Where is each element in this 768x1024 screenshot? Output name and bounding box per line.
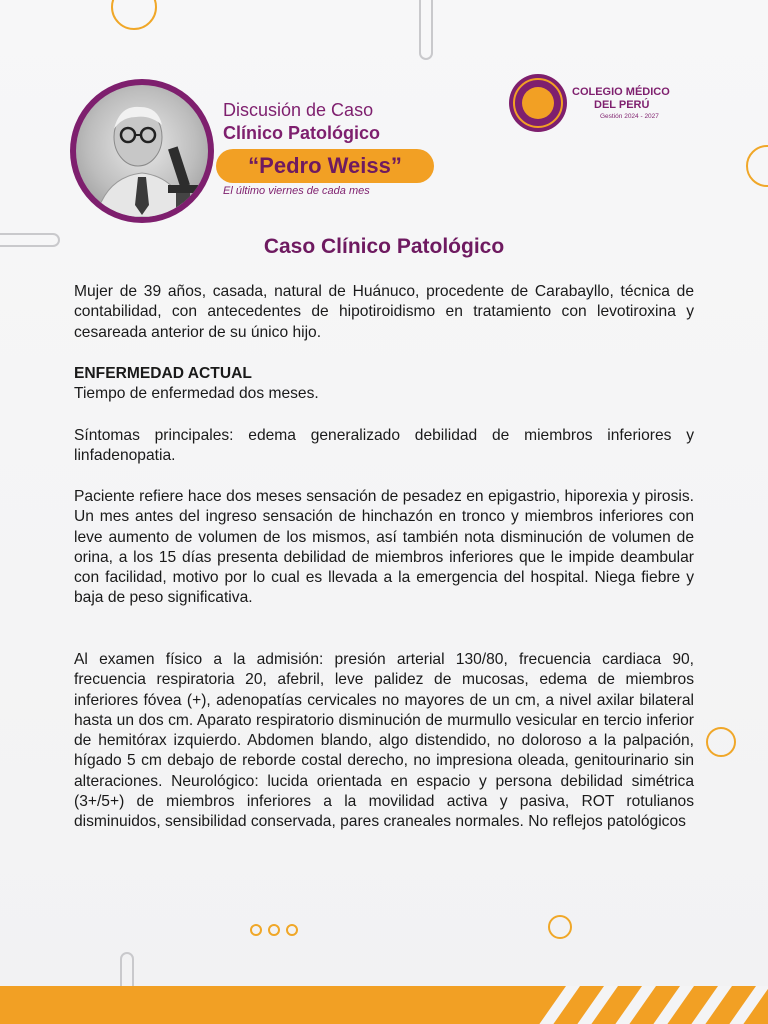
logo-subtitle: Gestión 2024 - 2027 xyxy=(600,113,659,120)
physical-exam: Al examen físico a la admisión: presión arterial 130/80, frecuencia cardiaca 90, frecuencia respiratoria 20, afebril, leve palidez de mucosas, edema de miembros inferiores fóvea (+), adenopatías cervicales no mayores de un cm, a nivel axilar bilateral hasta un dos cm. Aparato respiratorio disminución de murmullo vesicular en tercio inferior de hemitórax izquierdo. Abdomen blando, algo distendido, no doloroso a la palpación, hígado 5 cm debajo de reborde costal derecho, no impresiona oleada, genitourinario sin alteraciones. Neurológico: lucida orientada en espacio y persona debilidad simétrica (3+/5+) de miembros inferiores a la movilidad activa y pasiva, ROT rotulianos disminuidos, sensibilidad conservada, pares craneales normales. No reflejos patológicos xyxy=(74,651,694,831)
seal-core xyxy=(522,87,554,119)
illness-history: Paciente refiere hace dos meses sensación de pesadez en epigastrio, hiporexia y pirosis. Un mes antes del ingreso sensación de hinchazón en tronco y miembros inferiores con leve aumento de volumen de los mismos, así también nota disminución de volumen de orina, a los 15 días presenta debilidad de miembros inferiores que le impide deambular con facilidad, motivo por lo cual es llevada a la emergencia del hospital. Niega fiebre y baja de peso significativa. xyxy=(74,488,694,607)
section-heading: ENFERMEDAD ACTUAL xyxy=(74,365,252,382)
decor-circle-top xyxy=(111,0,157,30)
main-symptoms: Síntomas principales: edema generalizado debilidad de miembros inferiores y linfadenopatia. xyxy=(74,427,694,465)
doctor-portrait xyxy=(70,79,214,223)
decor-circle-mid-right xyxy=(706,727,736,757)
logo-title-line2: DEL PERÚ xyxy=(594,99,650,111)
time-of-illness: Tiempo de enfermedad dos meses. xyxy=(74,385,319,402)
footer-bar xyxy=(0,986,768,1024)
event-title-line1: Discusión de Caso xyxy=(223,100,374,120)
event-name: “Pedro Weiss” xyxy=(248,153,402,178)
decor-dot-2 xyxy=(268,924,280,936)
decor-dot-1 xyxy=(250,924,262,936)
event-schedule: El último viernes de cada mes xyxy=(223,185,370,197)
decor-pill-top xyxy=(419,0,433,60)
decor-circle-right xyxy=(746,145,768,187)
decor-dot-3 xyxy=(286,924,298,936)
portrait-illustration xyxy=(76,85,208,217)
document-title: Caso Clínico Patológico xyxy=(263,235,505,258)
event-title-line2: Clínico Patológico xyxy=(223,123,381,143)
logo-title-line1: COLEGIO MÉDICO xyxy=(572,86,670,98)
portrait-photo xyxy=(76,85,208,217)
case-intro: Mujer de 39 años, casada, natural de Huánuco, procedente de Carabayllo, técnica de contabilidad, con antecedentes de hipotiroidismo en tratamiento con levotiroxina y cesareada anterior de su único hijo. xyxy=(74,283,694,341)
colegio-medico-seal-icon xyxy=(509,74,567,132)
decor-circle-bottom xyxy=(548,915,572,939)
